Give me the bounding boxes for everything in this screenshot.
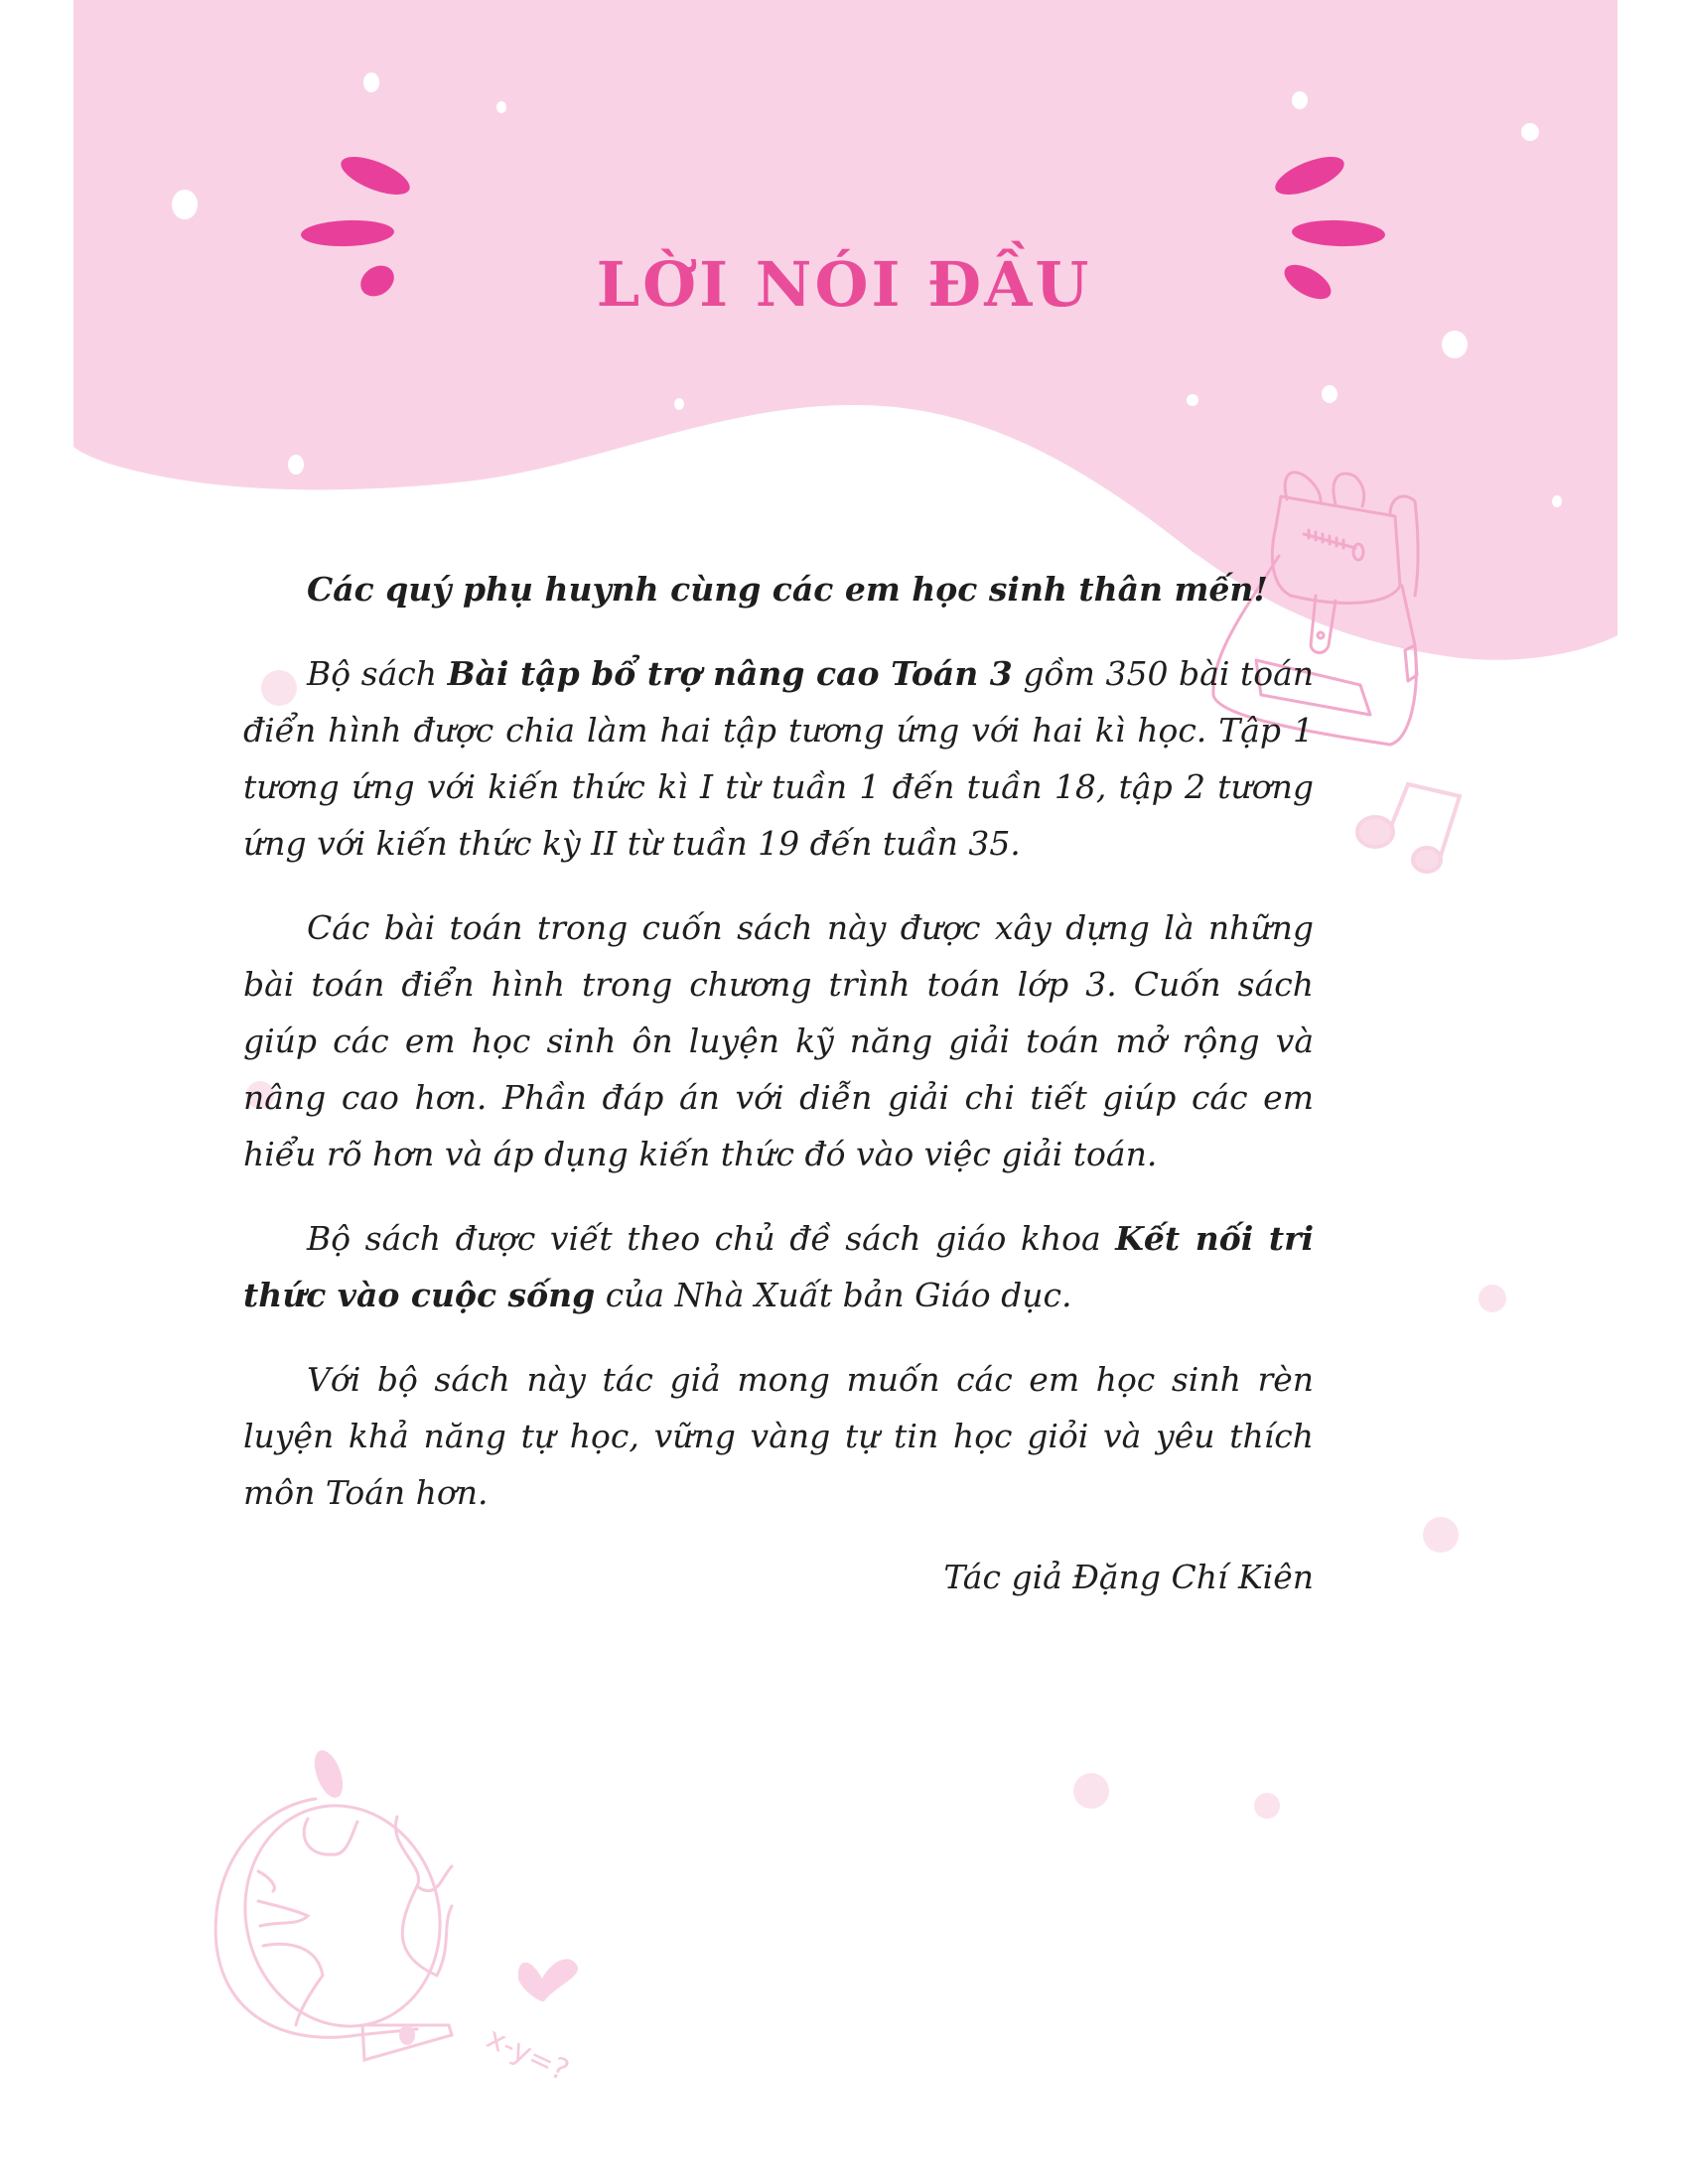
paragraph-4: Với bộ sách này tác giả mong muốn các em học sinh rèn luyện khả năng tự học, vững vàng tự tin học giỏi và yêu thích môn Toán hơn. [243, 1360, 1314, 1512]
heart-icon [518, 1959, 578, 2001]
globe-pin [309, 1746, 349, 1801]
page-title: LỜI NÓI ĐẦU [596, 247, 1092, 321]
preface-body [243, 561, 1314, 1633]
paragraph-1 [243, 645, 1314, 872]
textbook-series: Kết nối tri thức vào cuộc sống [243, 1219, 1314, 1314]
paragraph-3-rest: của Nhà Xuất bản Giáo dục. [595, 1276, 1072, 1314]
paragraph-3-lead: Bộ sách được viết theo chủ đề sách giáo khoa [307, 1219, 1116, 1258]
greeting: Các quý phụ huynh cùng các em học sinh thân mến! [307, 570, 1268, 609]
paragraph-1-lead: Bộ sách [307, 654, 448, 693]
globe-icon [215, 1784, 465, 2060]
book-title: Bài tập bổ trợ nâng cao Toán 3 [447, 654, 1013, 693]
globe-stand-joint [399, 2025, 415, 2045]
math-scribble: x-y=? [481, 2020, 575, 2089]
paragraph-2: Các bài toán trong cuốn sách này được xây dựng là những bài toán điển hình trong chương trình toán lớp 3. Cuốn sách giúp các em học sinh ôn luyện kỹ năng giải toán mở rộng và nâng cao hơn. Phần đáp án với diễn giải chi tiết giúp các em hiểu rõ hơn và áp dụng kiến thức đó vào việc giải toán. [243, 908, 1314, 1173]
author-signature: Tác giả Đặng Chí Kiên [943, 1558, 1314, 1596]
paragraph-1-rest: gồm 350 bài toán điển hình được chia làm hai tập tương ứng với hai kì học. Tập 1 tương ứng với kiến thức kì I từ tuần 1 đến tuần 18, tập 2 tương ứng với kiến thức kỳ II từ tuần 19 đến tuần 35. [243, 654, 1314, 863]
music-note-icon [1357, 784, 1460, 872]
paragraph-3 [243, 1210, 1314, 1323]
